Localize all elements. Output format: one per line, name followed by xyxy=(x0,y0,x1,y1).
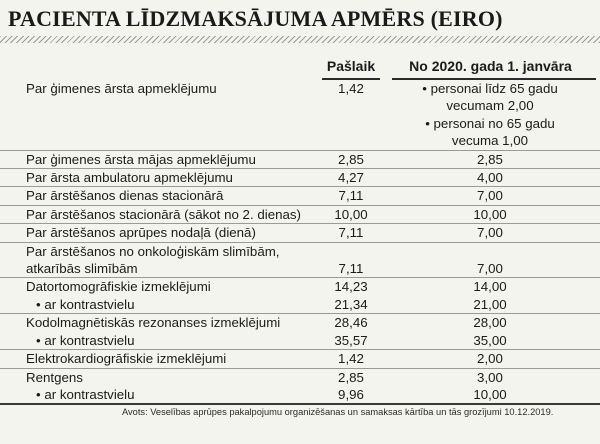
row-current-value: 4,27 xyxy=(338,170,364,186)
row-2020-value-line: vecumam 2,00 xyxy=(446,98,534,114)
table-row xyxy=(0,314,600,350)
row-label xyxy=(0,369,322,404)
row-2020-value: 7,00 xyxy=(477,225,503,241)
row-label: Par ģimenes ārsta mājas apmeklējumu xyxy=(26,151,256,167)
row-current-value-main: 2,85 xyxy=(338,369,364,385)
column-header-2020: No 2020. gada 1. janvāra xyxy=(409,58,572,74)
row-2020-value xyxy=(380,278,592,313)
row-label-sub: • ar kontrastvielu xyxy=(36,386,135,402)
row-2020-value: 7,00 xyxy=(477,188,503,204)
row-label: Elektrokardiogrāfiskie izmeklējumi xyxy=(26,351,227,367)
table-row xyxy=(0,350,600,368)
table-row xyxy=(0,169,600,187)
row-label-sub: • ar kontrastvielu xyxy=(36,296,135,312)
row-2020-value xyxy=(380,314,592,349)
row-current-value: 7,11 xyxy=(338,188,364,204)
row-label: Par ārstēšanos aprūpes nodaļā (dienā) xyxy=(26,225,256,241)
table-row xyxy=(0,151,600,169)
table-row xyxy=(0,243,600,279)
table-row xyxy=(0,80,600,151)
row-2020-value: 10,00 xyxy=(473,206,507,222)
row-current-value xyxy=(322,278,380,313)
row-current-value xyxy=(322,243,380,278)
row-label: Par ārstēšanos dienas stacionārā xyxy=(26,188,224,204)
row-current-value: 10,00 xyxy=(334,206,368,222)
row-current-value-sub: 9,96 xyxy=(338,386,364,402)
row-2020-value-main: 3,00 xyxy=(477,369,503,385)
row-2020-value xyxy=(380,243,592,278)
row-label: Par ārsta ambulatoru apmeklējumu xyxy=(26,170,233,186)
row-2020-value xyxy=(380,369,592,404)
table-row xyxy=(0,224,600,242)
row-2020-value-line: vecuma 1,00 xyxy=(451,133,529,149)
copayment-table xyxy=(0,80,600,405)
row-current-value xyxy=(322,314,380,349)
title-hatched-rule xyxy=(0,36,600,43)
source-note: Avots: Veselības aprūpes pakalpojumu organizēšanas un samaksas kārtība un tās grozījumi 10.12.2019. xyxy=(122,407,554,417)
table-title: PACIENTA LĪDZMAKSĀJUMA APMĒRS (EIRO) xyxy=(8,6,503,31)
row-2020-value xyxy=(380,80,592,150)
table-row xyxy=(0,278,600,314)
row-2020-value-sub: 21,00 xyxy=(473,296,507,312)
row-label-line: atkarībās slimībām xyxy=(26,261,138,277)
row-2020-value-line: • personai līdz 65 gadu xyxy=(422,81,558,96)
row-current-value: 2,85 xyxy=(338,151,364,167)
table-row xyxy=(0,206,600,224)
row-2020-value-line: • personai no 65 gadu xyxy=(425,115,555,131)
row-current-value: 1,42 xyxy=(338,351,364,367)
row-label-sub: • ar kontrastvielu xyxy=(36,332,135,348)
row-2020-value-sub: 10,00 xyxy=(473,386,507,402)
row-current-value xyxy=(322,369,380,404)
row-label-main: Rentgens xyxy=(26,369,83,385)
column-header-current: Pašlaik xyxy=(326,58,376,74)
row-label: Par ārstēšanos stacionārā (sākot no 2. dienas) xyxy=(26,206,301,222)
table-row xyxy=(0,187,600,205)
row-2020-value-main: 28,00 xyxy=(473,315,507,331)
row-current-value-sub: 21,34 xyxy=(334,296,368,312)
row-label xyxy=(0,243,322,278)
row-current-value-text: 7,11 xyxy=(338,261,364,277)
row-label xyxy=(0,314,322,349)
row-2020-value-text: 7,00 xyxy=(477,261,503,277)
row-2020-value-sub: 35,00 xyxy=(473,332,507,348)
row-current-value: 1,42 xyxy=(338,81,364,96)
row-label-main: Kodolmagnētiskās rezonanses izmeklējumi xyxy=(26,315,281,331)
row-current-value-main: 14,23 xyxy=(334,279,368,295)
row-2020-value-main: 14,00 xyxy=(473,279,507,295)
table-row xyxy=(0,369,600,406)
row-current-value-sub: 35,57 xyxy=(334,332,368,348)
row-label-main: Datortomogrāfiskie izmeklējumi xyxy=(26,279,211,295)
row-2020-value: 2,00 xyxy=(477,351,503,367)
row-label-line: Par ārstēšanos no onkoloģiskām slimībām, xyxy=(26,243,280,259)
row-label xyxy=(0,278,322,313)
row-2020-value: 4,00 xyxy=(477,170,503,186)
row-current-value: 7,11 xyxy=(338,225,364,241)
row-2020-value: 2,85 xyxy=(477,151,503,167)
row-current-value-main: 28,46 xyxy=(334,315,368,331)
row-label: Par ģimenes ārsta apmeklējumu xyxy=(26,81,217,96)
